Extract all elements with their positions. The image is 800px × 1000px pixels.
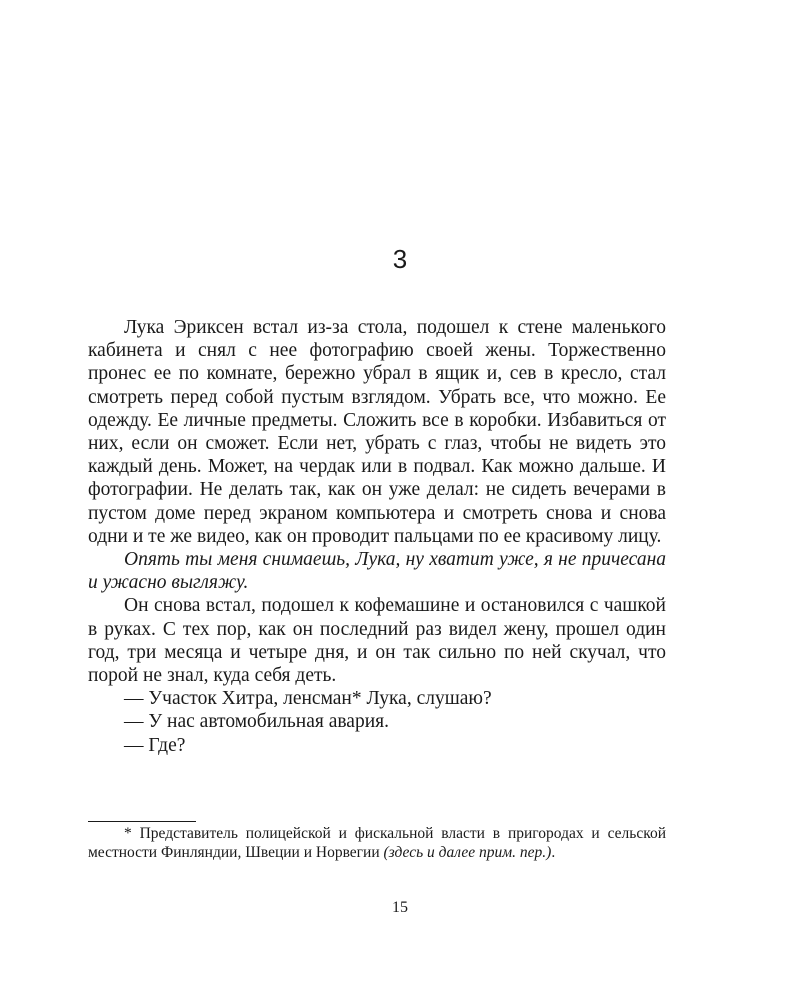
dialogue-line-3: — Где? bbox=[124, 734, 186, 756]
dialogue-line-2: — У нас автомобильная авария. bbox=[124, 711, 389, 733]
page-number: 15 bbox=[392, 899, 408, 916]
body-text bbox=[88, 316, 666, 757]
footnote-divider bbox=[88, 821, 196, 822]
footnote-paragraph bbox=[88, 824, 666, 862]
paragraph-3: Он снова встал, подошел к кофемашине и остановился с чашкой в руках. С тех пор, как он последний раз видел жену, прошел один год, три месяца и четыре дня, и он так сильно по ней скучал, что порой не знал, куда себя деть. bbox=[88, 595, 666, 687]
footnote-end: . bbox=[551, 844, 556, 861]
chapter-number: 3 bbox=[392, 244, 408, 274]
footnote-translator-note: (здесь и далее прим. пер.) bbox=[383, 844, 552, 861]
paragraph-1: Лука Эриксен встал из-за стола, подошел к стене маленького кабинета и снял с нее фотографию своей жены. Торжественно пронес ее по комнате, бережно убрал в ящик и, сев в кресло, стал смотреть перед собой пустым взглядом. Убрать все, что можно. Ее одежду. Ее личные предметы. Сложить все в коробки. Избавиться от них, если он сможет. Если нет, убрать с глаз, чтобы не видеть это каждый день. Может, на чердак или в подвал. Как можно дальше. И фотографии. Не делать так, как он уже делал: не сидеть вечерами в пустом доме перед экраном компьютера и смотреть снова и снова одни и те же видео, как он проводит пальцами по ее красивому лицу. bbox=[88, 317, 666, 547]
paragraph-italic-quote: Опять ты меня снимаешь, Лука, ну хватит уже, я не причесана и ужасно выгляжу. bbox=[88, 549, 666, 594]
footnote bbox=[88, 824, 666, 862]
dialogue-line-1: — Участок Хитра, ленсман* Лука, слушаю? bbox=[124, 688, 492, 710]
footnote-text: * Представитель полицейской и фискальной власти в пригородах и сельской местности Финляндии, Швеции и Норвегии bbox=[88, 825, 666, 861]
